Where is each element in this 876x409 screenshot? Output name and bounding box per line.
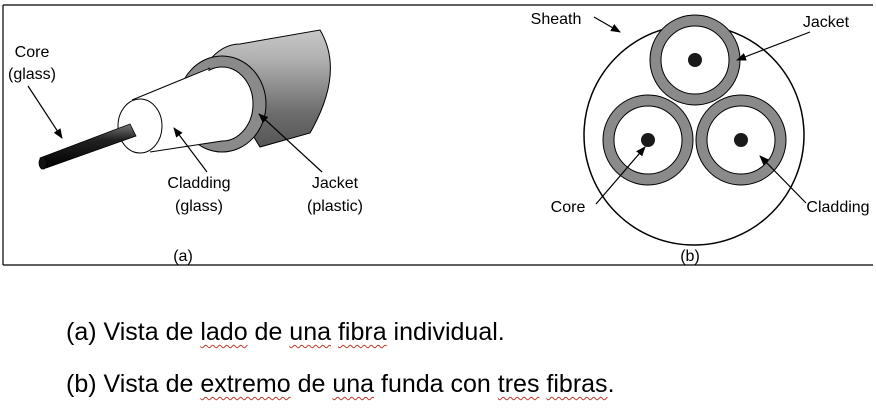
jacket-label-a: Jacket [311,175,359,192]
fiber-top [650,15,740,105]
sheath-arrow-b [594,17,620,32]
core-label-a: Core [14,44,50,61]
caption-b-text: (b) Vista de [66,370,201,398]
sheath-label-b: Sheath [530,11,582,28]
jacket-sublabel-a: (plastic) [306,198,364,215]
core-dot-right [734,133,748,147]
panel-b-sheath-end-view [531,11,870,265]
core-tip [39,157,47,169]
caption-a-word-una: una [289,318,332,346]
caption-b-text: de [290,370,333,398]
caption-b-word-extremo: extremo [200,370,291,398]
cladding-label-a: Cladding [167,175,231,192]
caption-b-text: . [607,370,615,398]
core-sublabel-a: (glass) [7,66,57,83]
core-label-b: Core [550,199,586,216]
caption-a-text [331,318,338,346]
caption-a-word-lado: lado [200,318,248,346]
cladding-label-b: Cladding [806,199,870,216]
caption-b-word-una: una [332,370,375,398]
caption-b-word-fibras: fibras [546,370,608,398]
core-dot-left [641,133,655,147]
core-arrow-a [28,86,62,138]
panel-a-fiber-side-view [8,30,363,265]
fiber-right [696,95,786,185]
caption-a-text: (a) Vista de [66,318,201,346]
core-dot-top [688,53,702,67]
caption-b [66,370,615,399]
caption-b-text: funda con [374,370,498,398]
jacket-label-b: Jacket [802,14,850,31]
caption-a-word-fibra: fibra [337,318,387,346]
core-rod [40,124,136,168]
fiber-left [603,95,693,185]
panel-a-label: (a) [173,248,193,265]
cladding-sublabel-a: (glass) [174,198,224,215]
caption-a [66,318,505,347]
caption-a-text: de [247,318,290,346]
caption-b-word-tres: tres [497,370,540,398]
panel-b-label: (b) [680,248,700,265]
caption-a-text: individual. [386,318,505,346]
